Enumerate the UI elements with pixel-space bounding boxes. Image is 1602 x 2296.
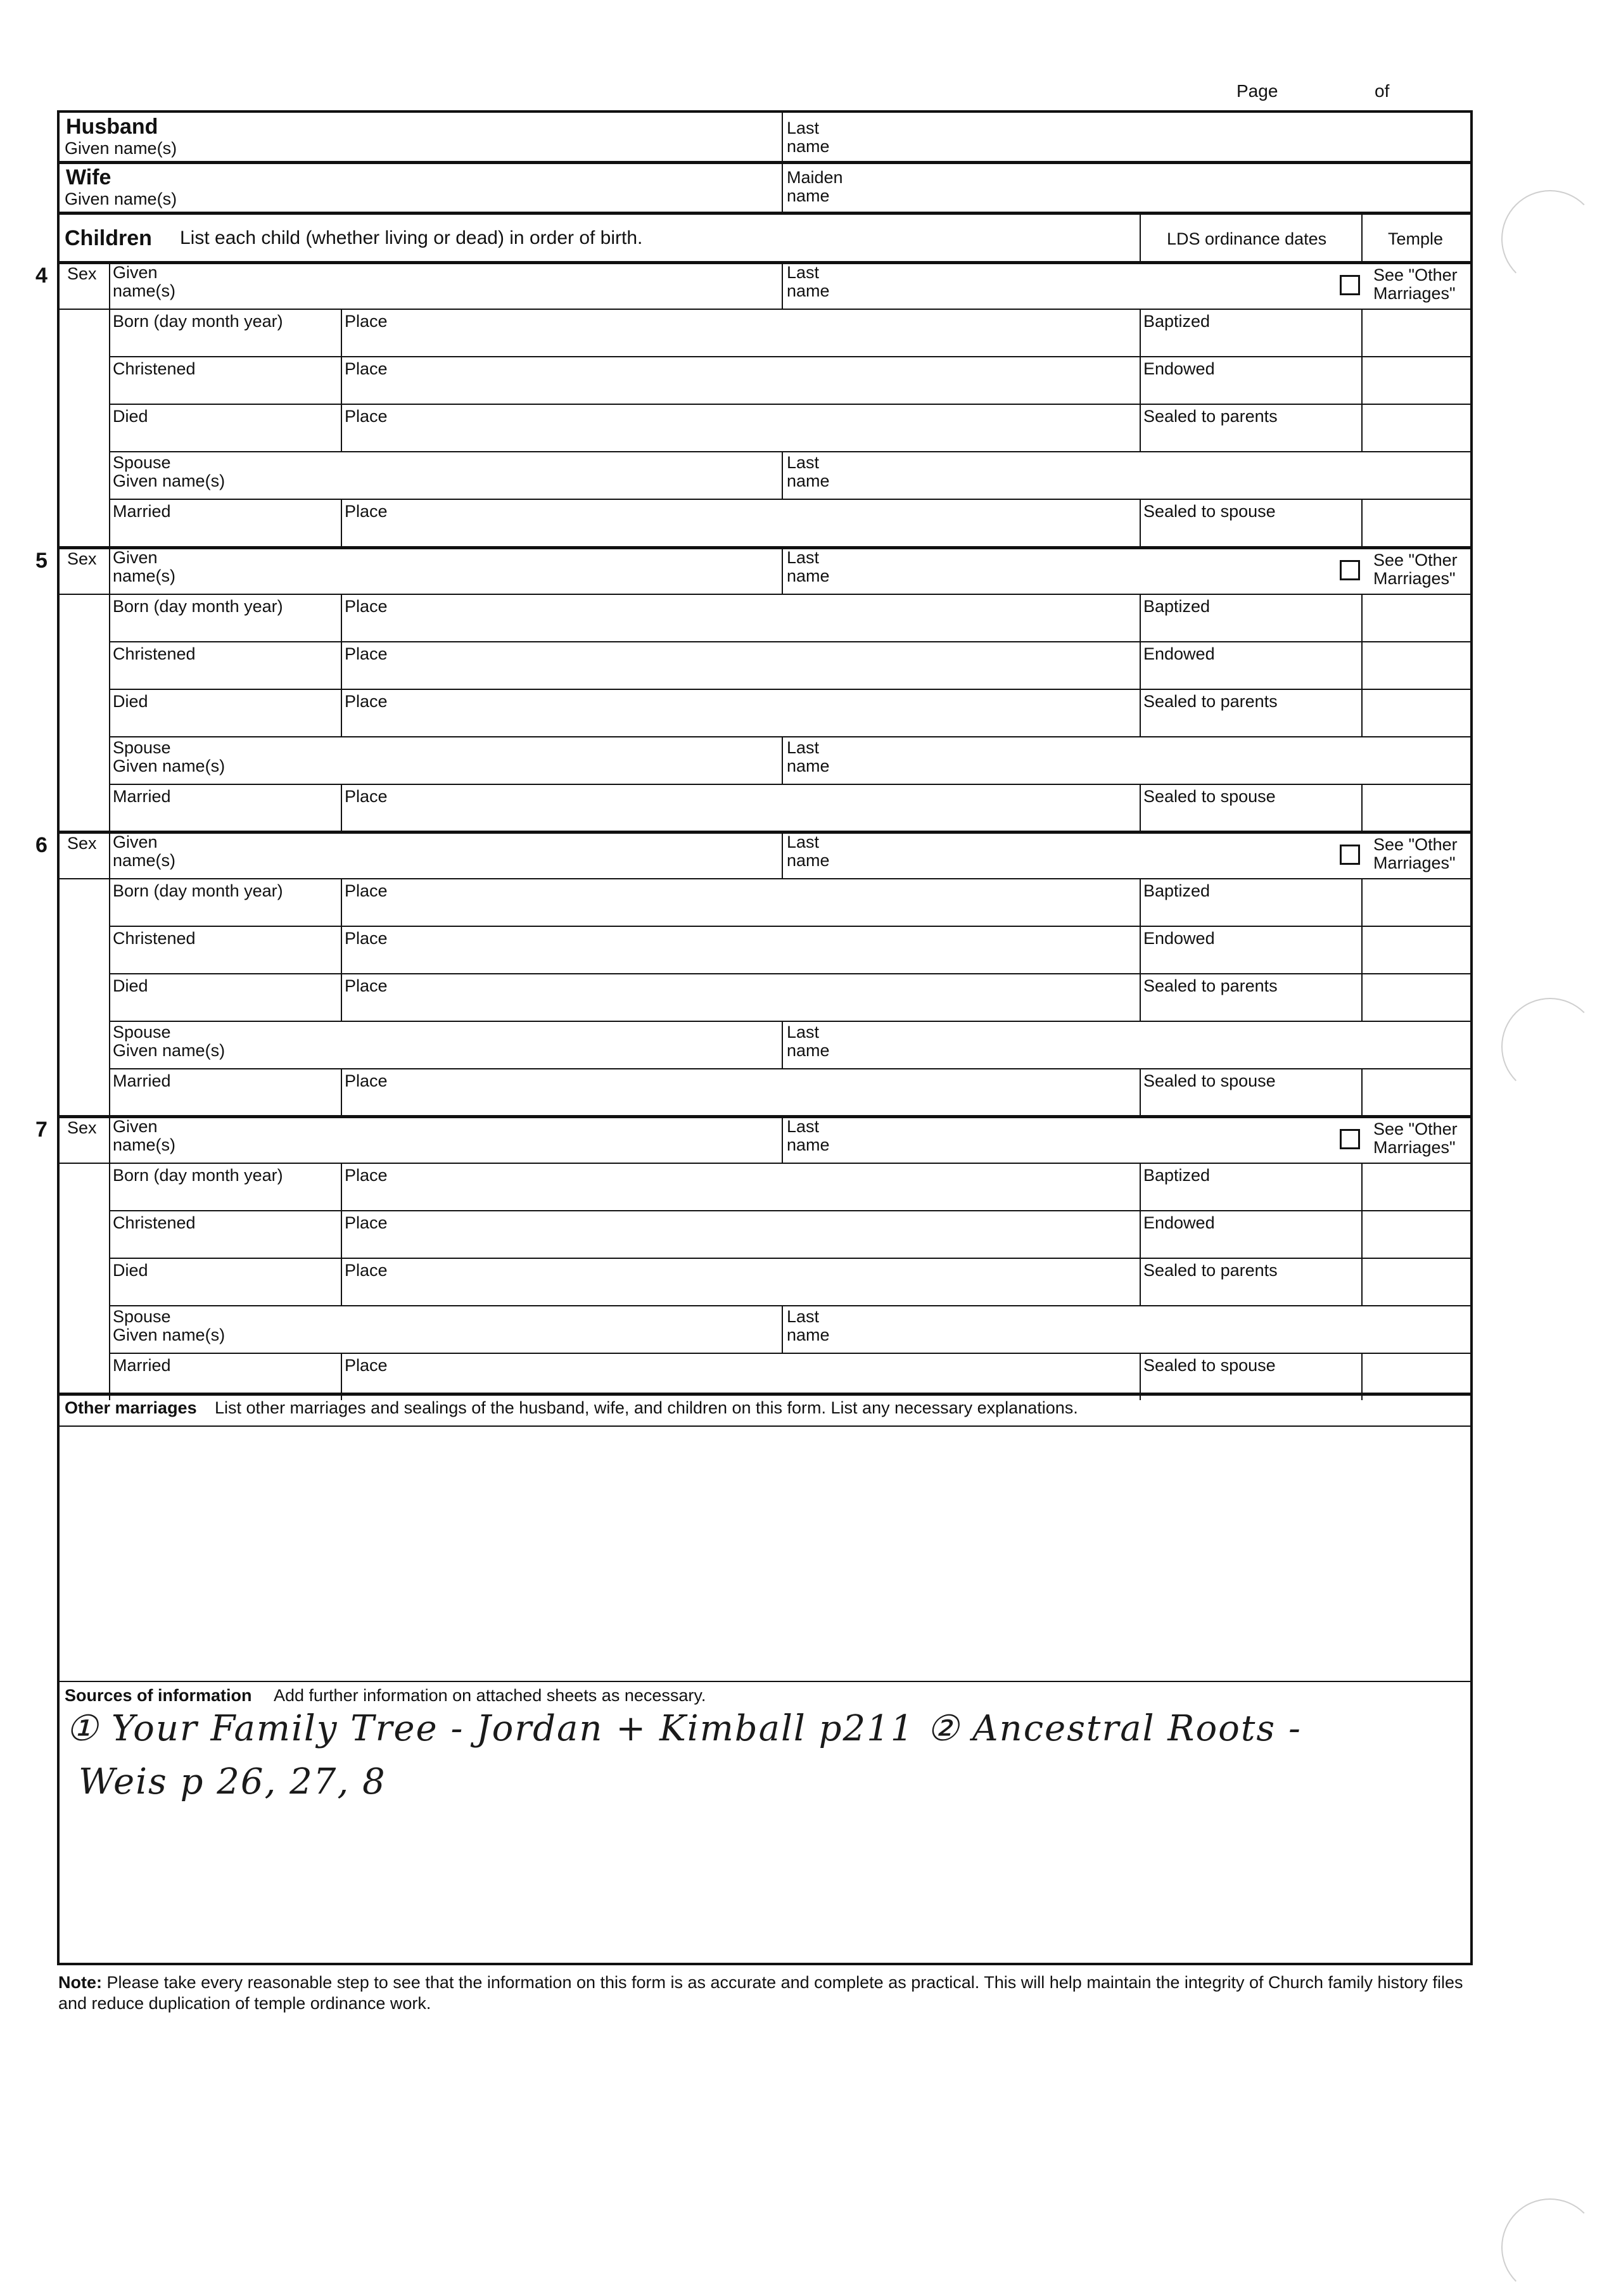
divider: [341, 499, 342, 546]
see-other-marriages-label: Marriages": [1373, 569, 1456, 588]
divider: [341, 878, 342, 926]
divider: [341, 689, 342, 736]
spouse-last-label: Last: [787, 738, 820, 757]
divider: [782, 1115, 783, 1163]
see-other-marriages-label: Marriages": [1373, 853, 1456, 872]
punch-hole-mark: [1501, 190, 1599, 288]
divider: [1361, 309, 1363, 356]
note-block: [58, 1972, 1471, 2014]
divider: [341, 926, 342, 973]
child-given-label: Given: [113, 548, 158, 567]
husband-title: Husband: [66, 115, 158, 139]
row-divider: [109, 926, 1470, 927]
christened-label: Christened: [113, 359, 196, 378]
sex-box-divider: [60, 309, 109, 310]
place-label: Place: [345, 502, 388, 521]
family-group-record-form: [35, 110, 1473, 1965]
divider: [782, 451, 783, 499]
divider: [1361, 499, 1363, 546]
spouse-label: Spouse: [113, 1307, 171, 1326]
punch-hole-mark: [1501, 2198, 1599, 2296]
spouse-label: Spouse: [113, 1023, 171, 1042]
row-divider: [109, 404, 1470, 405]
divider: [782, 831, 783, 878]
divider: [341, 309, 342, 356]
place-label: Place: [345, 1356, 388, 1375]
row-divider: [109, 784, 1470, 785]
sources-text: Add further information on attached sheets as necessary.: [274, 1686, 706, 1705]
see-other-marriages-label: See "Other: [1373, 265, 1458, 284]
divider: [1140, 973, 1141, 1021]
row-divider: [109, 594, 1470, 595]
divider: [1361, 926, 1363, 973]
child-number: 6: [35, 833, 48, 857]
married-label: Married: [113, 502, 171, 521]
spouse-last-label: name: [787, 1041, 830, 1060]
married-label: Married: [113, 1356, 171, 1375]
child-number: 4: [35, 264, 48, 288]
children-instruction: List each child (whether living or dead) in order of birth.: [180, 227, 643, 248]
child-last-label: name: [787, 1135, 830, 1154]
baptized-label: Baptized: [1143, 597, 1211, 616]
divider: [1361, 1163, 1363, 1210]
child-last-label: Last: [787, 832, 820, 851]
spouse-label: Spouse: [113, 453, 171, 472]
row-divider: [109, 1353, 1470, 1354]
wife-given-label: Given name(s): [65, 189, 177, 208]
child-given-label: Given: [113, 832, 158, 851]
punch-hole-mark: [1501, 998, 1599, 1095]
child-given-label: name(s): [113, 851, 176, 870]
place-label: Place: [345, 1261, 388, 1280]
see-other-marriages-checkbox[interactable]: [1340, 1129, 1360, 1149]
divider: [1361, 784, 1363, 831]
wife-maiden-label: name: [787, 186, 830, 205]
child-divider: [60, 831, 1470, 834]
christened-label: Christened: [113, 644, 196, 663]
divider: [1140, 784, 1141, 831]
married-label: Married: [113, 787, 171, 806]
spouse-last-label: name: [787, 1325, 830, 1344]
child-last-label: name: [787, 851, 830, 870]
endowed-label: Endowed: [1143, 359, 1215, 378]
child-last-label: Last: [787, 1117, 820, 1136]
christened-label: Christened: [113, 1213, 196, 1232]
place-label: Place: [345, 644, 388, 663]
child-given-label: name(s): [113, 1135, 176, 1154]
place-label: Place: [345, 881, 388, 900]
row-divider: [109, 736, 1470, 737]
child-given-label: name(s): [113, 281, 176, 300]
divider: [1361, 878, 1363, 926]
born-label: Born (day month year): [113, 312, 283, 331]
place-label: Place: [345, 597, 388, 616]
sealed_parents-label: Sealed to parents: [1143, 976, 1278, 995]
spouse-last-label: name: [787, 756, 830, 775]
place-label: Place: [345, 1213, 388, 1232]
married-label: Married: [113, 1071, 171, 1090]
place-label: Place: [345, 1166, 388, 1185]
born-label: Born (day month year): [113, 597, 283, 616]
husband-last-label: name: [787, 137, 830, 156]
child-number: 7: [35, 1118, 48, 1142]
divider: [341, 1068, 342, 1116]
divider: [341, 641, 342, 689]
child-given-label: Given: [113, 1117, 158, 1136]
lds-ordinance-label: LDS ordinance dates: [1167, 229, 1327, 248]
page-label: Page: [1236, 81, 1278, 101]
divider: [782, 261, 783, 309]
row-divider: [60, 161, 1470, 164]
wife-title: Wife: [66, 165, 111, 189]
note-title: Note:: [58, 1973, 102, 1992]
divider: [1361, 1210, 1363, 1258]
row-divider: [109, 1068, 1470, 1069]
divider: [341, 1258, 342, 1305]
divider: [1140, 594, 1141, 641]
divider: [782, 736, 783, 784]
sex-box-divider: [60, 1163, 109, 1164]
divider: [1361, 594, 1363, 641]
row-divider: [109, 1021, 1470, 1022]
divider: [341, 973, 342, 1021]
place-label: Place: [345, 692, 388, 711]
divider: [1361, 973, 1363, 1021]
of-label: of: [1375, 81, 1390, 101]
divider: [341, 784, 342, 831]
christened-label: Christened: [113, 929, 196, 948]
wife-maiden-label: Maiden: [787, 168, 843, 187]
place-label: Place: [345, 787, 388, 806]
child-last-label: Last: [787, 263, 820, 282]
see-other-marriages-label: See "Other: [1373, 835, 1458, 854]
see-other-marriages-label: See "Other: [1373, 1119, 1458, 1138]
sealed_parents-label: Sealed to parents: [1143, 692, 1278, 711]
child-divider: [60, 546, 1470, 549]
row-divider: [109, 689, 1470, 690]
died-label: Died: [113, 976, 148, 995]
row-divider: [109, 973, 1470, 974]
child-divider: [60, 1115, 1470, 1118]
row-divider: [109, 451, 1470, 452]
place-label: Place: [345, 1071, 388, 1090]
divider: [782, 1305, 783, 1353]
see-other-marriages-checkbox[interactable]: [1340, 845, 1360, 865]
endowed-label: Endowed: [1143, 644, 1215, 663]
divider: [1361, 404, 1363, 451]
place-label: Place: [345, 407, 388, 426]
husband-given-label: Given name(s): [65, 139, 177, 158]
divider: [1140, 878, 1141, 926]
child-given-label: Given: [113, 263, 158, 282]
sources-handwritten-line-1: ① Your Family Tree - Jordan + Kimball p211 ② Ancestral Roots -: [66, 1708, 1302, 1749]
divider: [341, 594, 342, 641]
divider: [1140, 309, 1141, 356]
divider: [341, 356, 342, 404]
child-last-label: name: [787, 566, 830, 585]
spouse-given-label: Given name(s): [113, 1041, 226, 1060]
baptized-label: Baptized: [1143, 312, 1211, 331]
divider: [1140, 926, 1141, 973]
row-divider: [60, 1681, 1470, 1682]
row-divider: [109, 1210, 1470, 1211]
sealed-spouse-label: Sealed to spouse: [1143, 1071, 1276, 1090]
divider: [782, 546, 783, 594]
divider: [1140, 1163, 1141, 1210]
spouse-given-label: Given name(s): [113, 1325, 226, 1344]
spouse-label: Spouse: [113, 738, 171, 757]
baptized-label: Baptized: [1143, 881, 1211, 900]
divider: [1361, 213, 1363, 261]
divider: [1140, 213, 1141, 261]
place-label: Place: [345, 976, 388, 995]
died-label: Died: [113, 692, 148, 711]
row-divider: [109, 309, 1470, 310]
divider: [1361, 641, 1363, 689]
row-divider: [109, 1305, 1470, 1306]
divider: [341, 1210, 342, 1258]
baptized-label: Baptized: [1143, 1166, 1211, 1185]
spouse-last-label: Last: [787, 1307, 820, 1326]
endowed-label: Endowed: [1143, 1213, 1215, 1232]
sealed-spouse-label: Sealed to spouse: [1143, 1356, 1276, 1375]
sealed-spouse-label: Sealed to spouse: [1143, 787, 1276, 806]
child-last-label: Last: [787, 548, 820, 567]
divider: [1140, 689, 1141, 736]
spouse-given-label: Given name(s): [113, 756, 226, 775]
other-marriages-title: Other marriages: [65, 1398, 197, 1417]
spouse-last-label: Last: [787, 1023, 820, 1042]
divider: [1140, 404, 1141, 451]
place-label: Place: [345, 359, 388, 378]
see-other-marriages-label: Marriages": [1373, 1138, 1456, 1157]
divider: [1140, 1258, 1141, 1305]
row-divider: [109, 356, 1470, 357]
sex-label: Sex: [67, 834, 97, 853]
divider: [1140, 499, 1141, 546]
row-divider: [109, 1258, 1470, 1259]
divider: [1140, 1068, 1141, 1116]
divider: [1361, 689, 1363, 736]
sex-label: Sex: [67, 1118, 97, 1137]
divider: [782, 1021, 783, 1068]
child-given-label: name(s): [113, 566, 176, 585]
sources-title: Sources of information: [65, 1686, 252, 1705]
row-divider: [109, 1163, 1470, 1164]
divider: [1140, 356, 1141, 404]
row-divider: [109, 878, 1470, 879]
note-text: Please take every reasonable step to see that the information on this form is as accurate and complete as practical. This will help maintain the integrity of Church family history files and reduce duplication of temple ordinance work.: [58, 1973, 1463, 2013]
row-divider: [60, 212, 1470, 215]
row-divider: [60, 1393, 1470, 1396]
sealed_parents-label: Sealed to parents: [1143, 1261, 1278, 1280]
spouse-last-label: Last: [787, 453, 820, 472]
see-other-marriages-label: Marriages": [1373, 284, 1456, 303]
place-label: Place: [345, 929, 388, 948]
died-label: Died: [113, 1261, 148, 1280]
husband-last-label: Last: [787, 118, 820, 137]
sources-handwritten-line-2: Weis p 26, 27, 8: [79, 1761, 386, 1802]
sex-box-divider: [60, 878, 109, 879]
row-divider: [109, 641, 1470, 642]
divider: [1361, 356, 1363, 404]
child-last-label: name: [787, 281, 830, 300]
child-number: 5: [35, 549, 48, 573]
sealed-spouse-label: Sealed to spouse: [1143, 502, 1276, 521]
other-marriages-text: List other marriages and sealings of the husband, wife, and children on this form. List any necessary explanations.: [215, 1398, 1078, 1417]
row-divider: [60, 1425, 1470, 1427]
row-divider: [109, 499, 1470, 500]
see-other-marriages-checkbox[interactable]: [1340, 275, 1360, 295]
see-other-marriages-label: See "Other: [1373, 551, 1458, 570]
sex-box-divider: [60, 594, 109, 595]
child-divider: [60, 261, 1470, 264]
divider: [1361, 1258, 1363, 1305]
born-label: Born (day month year): [113, 881, 283, 900]
divider: [341, 404, 342, 451]
spouse-given-label: Given name(s): [113, 471, 226, 490]
sealed_parents-label: Sealed to parents: [1143, 407, 1278, 426]
died-label: Died: [113, 407, 148, 426]
children-title: Children: [65, 226, 152, 250]
born-label: Born (day month year): [113, 1166, 283, 1185]
divider: [341, 1163, 342, 1210]
divider: [1140, 641, 1141, 689]
spouse-last-label: name: [787, 471, 830, 490]
see-other-marriages-checkbox[interactable]: [1340, 560, 1360, 580]
divider: [1361, 1068, 1363, 1116]
divider: [1140, 1210, 1141, 1258]
sex-label: Sex: [67, 549, 97, 568]
endowed-label: Endowed: [1143, 929, 1215, 948]
temple-label: Temple: [1388, 229, 1444, 248]
sex-label: Sex: [67, 264, 97, 283]
place-label: Place: [345, 312, 388, 331]
